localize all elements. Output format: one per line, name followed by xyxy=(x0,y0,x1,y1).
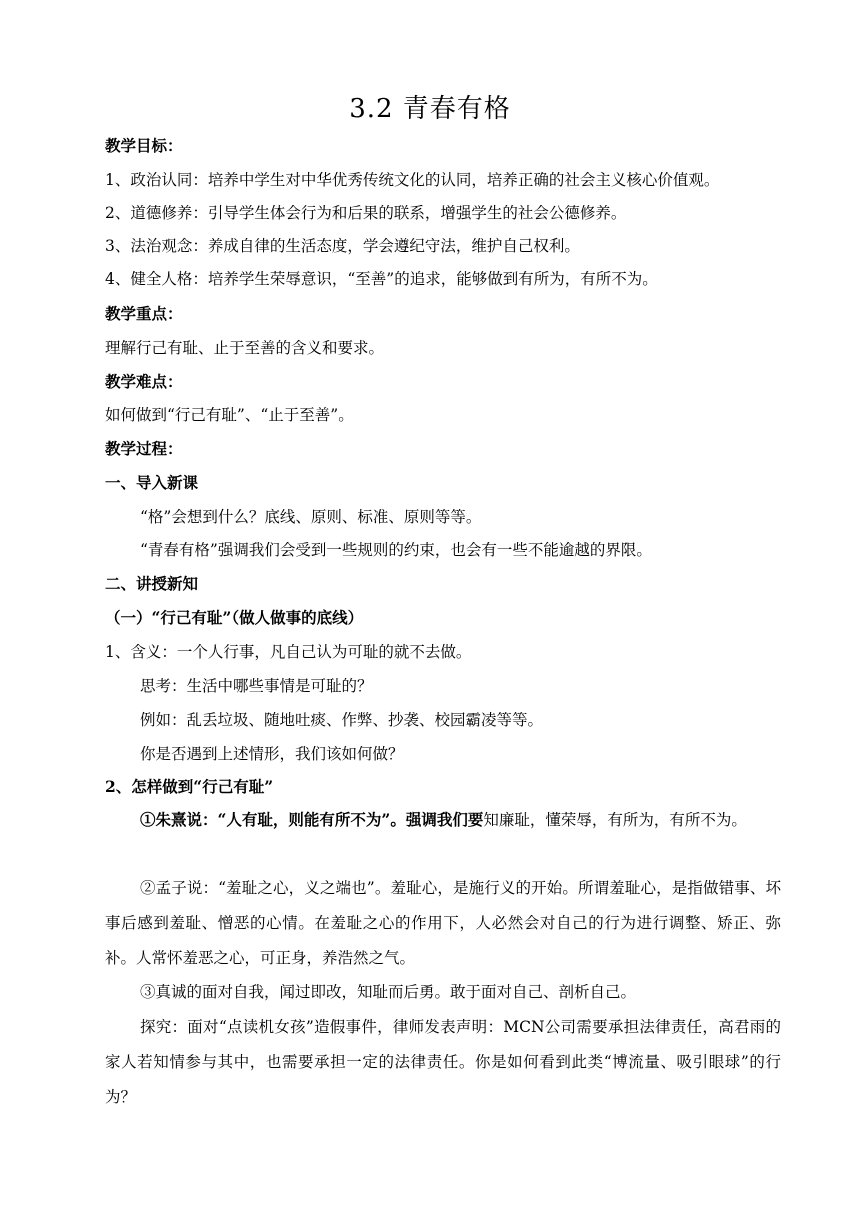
objectives-heading: 教学目标： xyxy=(105,136,183,155)
section2-heading: 二、讲授新知 xyxy=(105,574,199,593)
point-1-bold: ①朱熹说：“人有耻，则能有所不为”。强调我们要 xyxy=(140,810,484,829)
point-1-paragraph xyxy=(105,802,781,838)
example-text: 例如：乱丢垃圾、随地吐痰、作弊、抄袭、校园霸凌等等。 xyxy=(140,711,544,729)
explore-paragraph: 探究：面对“点读机女孩”造假事件，律师发表声明：MCN公司需要承担法律责任，高君雨的家人若知情参与其中，也需要承担一定的法律责任。你是如何看到此类“博流量、吸引眼球”的行为？ xyxy=(105,1018,781,1106)
key-points-heading: 教学重点： xyxy=(105,304,183,323)
key-points-text: 理解行己有耻、止于至善的含义和要求。 xyxy=(105,339,385,357)
section1-heading: 一、导入新课 xyxy=(105,473,199,492)
question-text: 你是否遇到上述情形，我们该如何做？ xyxy=(140,745,404,763)
meaning-text: 1、含义：一个人行事，凡自己认为可耻的就不去做。 xyxy=(105,643,472,661)
objective-item-3: 3、法治观念：养成自律的生活态度，学会遵纪守法，维护自己权利。 xyxy=(105,237,580,255)
difficulties-heading: 教学难点： xyxy=(105,372,183,391)
point-2-paragraph: ②孟子说：“羞耻之心，义之端也”。羞耻心，是施行义的开始。所谓羞耻心，是指做错事、坏事后感到羞耻、憎恶的心情。在羞耻之心的作用下，人必然会对自己的行为进行调整、矫正、弥补。人常怀羞恶之心，可正身，养浩然之气。 xyxy=(105,879,781,967)
point-1-rest: 知廉耻，懂荣辱，有所为，有所不为。 xyxy=(483,811,747,829)
objective-item-1: 1、政治认同：培养中学生对中华优秀传统文化的认同，培养正确的社会主义核心价值观。 xyxy=(105,171,720,189)
section1-line-1: “格”会想到什么？底线、原则、标准、原则等等。 xyxy=(140,508,482,526)
objective-item-4: 4、健全人格：培养学生荣辱意识，“至善”的追求，能够做到有所为，有所不为。 xyxy=(105,270,658,288)
difficulties-text: 如何做到“行己有耻”、“止于至善”。 xyxy=(105,406,354,424)
process-heading: 教学过程： xyxy=(105,439,183,458)
objective-item-2: 2、道德修养：引导学生体会行为和后果的联系，增强学生的社会公德修养。 xyxy=(105,204,627,222)
how-heading: 2、怎样做到“行己有耻” xyxy=(105,777,274,796)
subsection1-heading: （一）“行己有耻”（做人做事的底线） xyxy=(105,608,364,627)
document-title: 3.2 青春有格 xyxy=(349,94,511,124)
section1-line-2: “青春有格”强调我们会受到一些规则的约束，也会有一些不能逾越的界限。 xyxy=(140,541,652,559)
think-text: 思考：生活中哪些事情是可耻的？ xyxy=(140,677,373,695)
point-3-paragraph: ③真诚的面对自我，闻过即改，知耻而后勇。敢于面对自己、剖析自己。 xyxy=(140,983,637,1001)
